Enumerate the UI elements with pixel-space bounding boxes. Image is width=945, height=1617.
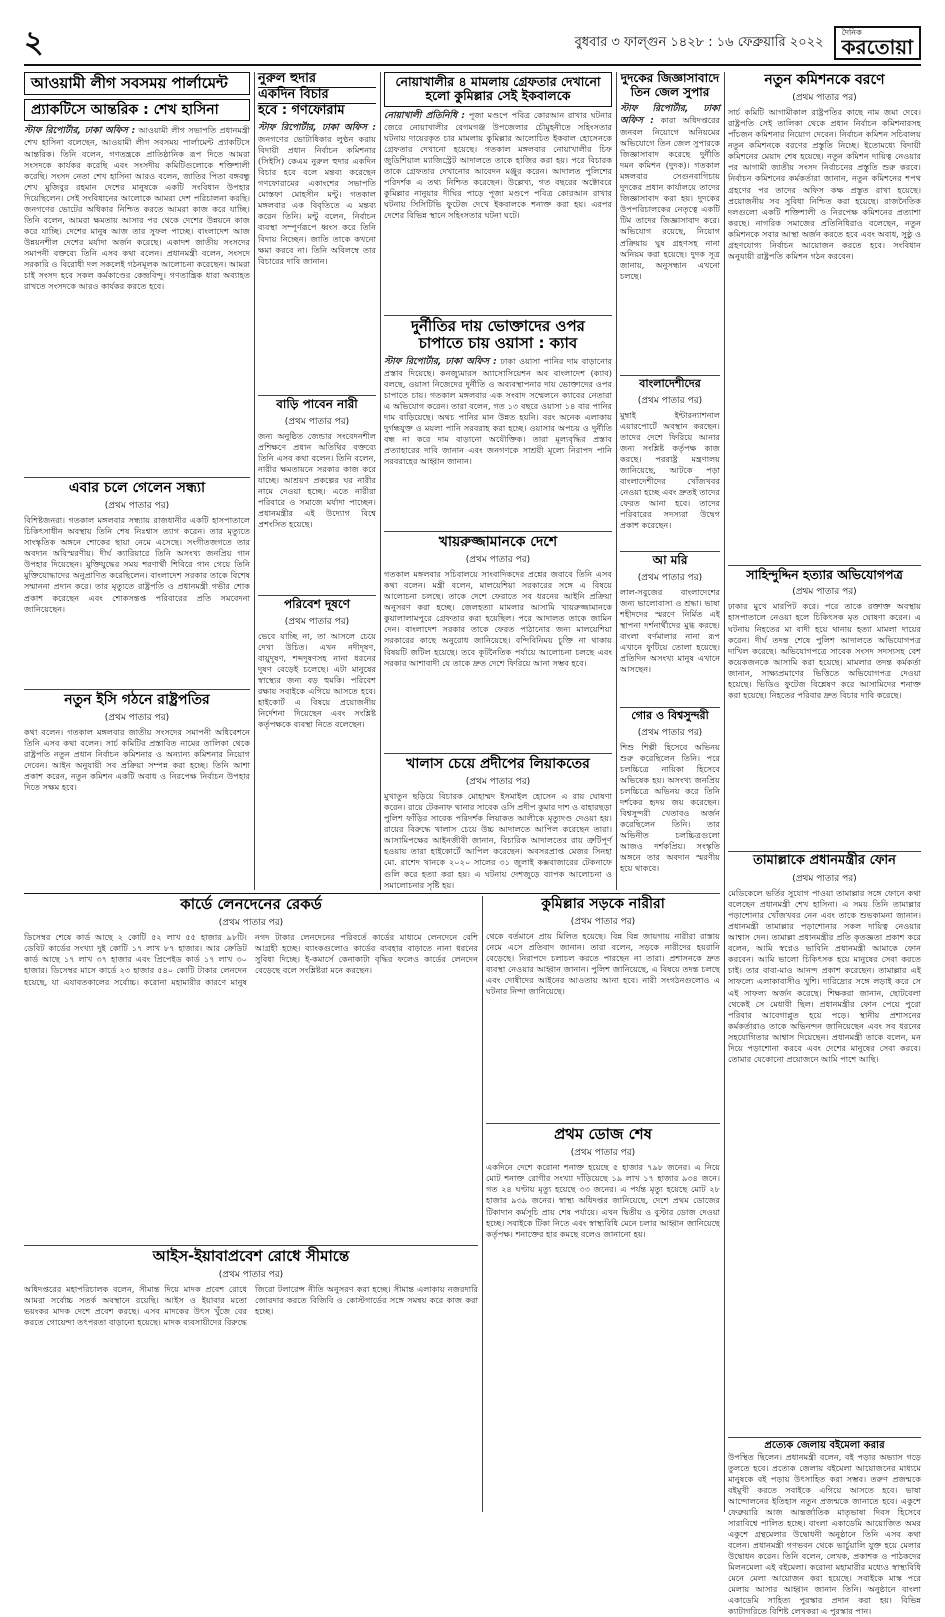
article-card-transactions: [24, 896, 478, 1242]
article-jail-super: [620, 72, 720, 372]
continued-label: (প্রথম পাতার পর): [24, 498, 250, 513]
headline: আইস-ইয়াবাপ্রবেশ রোধে সীমান্তে: [24, 1248, 478, 1265]
headline: কার্ডে লেনদেনের রেকর্ড: [24, 896, 478, 913]
headline-2: প্র্যাকটিসে আন্তরিক : শেখ হাসিনা: [24, 99, 250, 121]
article-ice-yaba: [24, 1248, 478, 1512]
article-body: ঢাকার মুখে মারপিট করে। পরে তাকে রক্তাক্ত অবস্থায় হাসপাতালে নেওয়া হলে চিকিৎসক মৃত ঘোষণা করেন। এ ঘটনায় নিহতের মা বাদী হয়ে থানায় হত্যা মামলা দায়ের করেন। দীর্ঘ তদন্ত শেষে পুলিশ আদালতে অভিযোগপত্র দাখিল করেছে। অভিযোগপত্রে সাবেক সংসদ সদস্যসহ বেশ কয়েকজনকে আসামি করা হয়েছে। মামলার তদন্ত কর্মকর্তা জানান, সাক্ষ্যপ্রমাণের ভিত্তিতে অভিযোগপত্র দেওয়া হয়েছে। ভিডিও ফুটেজ বিশ্লেষণ করে আসামিদের শনাক্ত করা হয়েছে। নিহতের পরিবার দ্রুত বিচার দাবি করেছে।: [728, 601, 921, 701]
headline: বাড়ি পাবেন নারী: [258, 398, 376, 412]
article-awami-league: [24, 72, 250, 474]
headline: প্রথম ডোজ শেষ: [486, 1126, 720, 1143]
continued-label: (প্রথম পাতার পর): [620, 725, 720, 740]
article-gor-beauty: [620, 710, 720, 890]
article-comilla-women: [486, 896, 720, 1120]
article-new-commission: [728, 72, 921, 562]
headline-2: তিন জেল সুপার: [620, 86, 720, 100]
article-body: মুম্বাই ইন্টারন্যাশনাল এয়ারপোর্টে অবস্থান করছেন। তাদের দেশে ফিরিয়ে আনার জন্য সংশ্লিষ্ট কর্তৃপক্ষ কাজ করছে। পররাষ্ট্র মন্ত্রণালয় জানিয়েছে, আটকে পড়া বাংলাদেশীদের খোঁজখবর নেওয়া হচ্ছে এবং দ্রুতই তাদের ফেরত আনা হবে। তাদের পরিবারের সদস্যরা উদ্বেগ প্রকাশ করেছেন।: [620, 410, 720, 532]
headline: আ মরি: [620, 554, 720, 568]
continued-label: (প্রথম পাতার পর): [728, 871, 921, 886]
article-khairuzzaman: [384, 534, 612, 750]
article-body: স্টাফ রিপোর্টার, ঢাকা অফিস : আওয়ামী লীগ সভাপতি প্রধানমন্ত্রী শেখ হাসিনা বলেছেন, আওয়ামী লীগ সবসময় পার্লামেন্ট প্র্যাকটিসে আন্তরিক। তিনি বলেন, গণতন্ত্রকে প্রাতিষ্ঠানিক রূপ দিতে আমরা সংসদকে কার্যকর করেছি এবং সংসদীয় কমিটিগুলোকে শক্তিশালী করেছি। সংসদ নেতা শেখ হাসিনা আরও বলেন, জাতির পিতা বঙ্গবন্ধু শেখ মুজিবুর রহমান দেশের মানুষকে একটি সংবিধান উপহার দিয়েছিলেন। সেই সংবিধানের আলোকে আমরা দেশ পরিচালনা করছি। জনগণের ভোটের অধিকার নিশ্চিত করতে আমরা কাজ করে যাচ্ছি। তিনি বলেন, আমরা ক্ষমতায় আসার পর থেকে দেশের উন্নয়নে কাজ করে যাচ্ছি। দেশের মানুষ আজ তার সুফল পাচ্ছে। বাংলাদেশ আজ উন্নয়নশীল দেশের মর্যাদা অর্জন করেছে। একাদশ জাতীয় সংসদের সমাপনী বক্তব্যে তিনি এসব কথা বলেন। প্রধানমন্ত্রী বলেন, সংসদে সরকারি ও বিরোধী দল সকলেই গঠনমূলক আলোচনা করেছেন। আমরা চাই সংসদ হবে সকল কর্মকাণ্ডের কেন্দ্রবিন্দু। গণতান্ত্রিক ধারা অব্যাহত রাখতে সংসদকে আরও কার্যকর করতে হবে।: [24, 125, 250, 292]
article-body: লাল-সবুজের বাংলাদেশের জন্য ভালোবাসা ও শ্রদ্ধা। ভাষা শহীদদের স্মরণে নির্মিত এই স্থাপনা দর্শনার্থীদের মুগ্ধ করছে। বাংলা বর্ণমালার নানা রূপ এখানে ফুটিয়ে তোলা হয়েছে। প্রতিদিন অসংখ্য মানুষ এখানে আসছেন।: [620, 587, 720, 676]
article-pradeep-liaquat: [384, 756, 612, 890]
continued-label: (প্রথম পাতার পর): [728, 90, 921, 105]
continued-label: (প্রথম পাতার পর): [24, 1267, 478, 1282]
newspaper-logo: দৈনিক করতোয়া: [834, 26, 921, 60]
article-body: স্টাফ রিপোর্টার, ঢাকা অফিস : কারা অধিদপ্তরের জনবল নিয়োগে অনিয়মের অভিযোগে তিন জেল সুপারকে জিজ্ঞাসাবাদ করেছে দুর্নীতি দমন কমিশন (দুদক)। গতকাল মঙ্গলবার সেগুনবাগিচায় দুদকের প্রধান কার্যালয়ে তাদের জিজ্ঞাসাবাদ করা হয়। দুদকের উপপরিচালকের নেতৃত্বে একটি টিম তাদের জিজ্ঞাসাবাদ করে। অভিযোগ রয়েছে, নিয়োগ প্রক্রিয়ায় ঘুষ গ্রহণসহ নানা অনিয়ম করা হয়েছে। দুদক সূত্র জানায়, অনুসন্ধান এখনো চলছে।: [620, 103, 720, 282]
article-sahinuddin: [728, 568, 921, 848]
headline-2: একদিন বিচার: [258, 88, 376, 104]
headline: বাংলাদেশীদের: [620, 378, 720, 391]
headline-2: চাপাতে চায় ওয়াসা : ক্যাব: [384, 335, 612, 352]
header-date: বুধবার ৩ ফাল্গুন ১৪২৮ : ১৬ ফেব্রুয়ারি ২০২২: [575, 33, 824, 54]
article-noakhali-iqbal: [384, 72, 612, 312]
continued-label: (প্রথম পাতার পর): [384, 552, 612, 567]
article-body: কথা বলেন। গতকাল মঙ্গলবার জাতীয় সংসদের সমাপনী অধিবেশনে তিনি এসব কথা বলেন। সার্চ কমিটির প্রস্তাবিত নামের তালিকা থেকে রাষ্ট্রপতি নতুন প্রধান নির্বাচন কমিশনার ও অন্যান্য কমিশনার নিয়োগ দেবেন। আইন অনুযায়ী সব প্রক্রিয়া সম্পন্ন করা হচ্ছে। তিনি আশা প্রকাশ করেন, নতুন কমিশন একটি অবাধ ও নিরপেক্ষ নির্বাচন উপহার দিতে সক্ষম হবে।: [24, 727, 250, 793]
article-nurul-huda: [258, 72, 376, 392]
continued-label: (প্রথম পাতার পর): [24, 710, 250, 725]
continued-label: (প্রথম পাতার পর): [728, 584, 921, 599]
continued-label: (প্রথম পাতার পর): [486, 1145, 720, 1160]
continued-label: (প্রথম পাতার পর): [620, 570, 720, 585]
headline: দুর্নীতির দায় ভোক্তাদের ওপর: [384, 318, 612, 335]
page-number: ২: [24, 18, 44, 69]
continued-label: (প্রথম পাতার পর): [384, 774, 612, 789]
continued-label: (প্রথম পাতার পর): [24, 915, 478, 930]
article-pollution: [258, 598, 376, 890]
headline: নতুন কমিশনকে বরণে: [728, 72, 921, 88]
headline: নুরুল হুদার: [258, 72, 376, 88]
continued-label: (প্রথম পাতার পর): [258, 414, 376, 429]
article-body: মেডিকেলে ভর্তির সুযোগ পাওয়া তামাল্লার সঙ্গে ফোনে কথা বলেছেন প্রধানমন্ত্রী শেখ হাসিনা। এ সময় তিনি তামাল্লার পড়াশোনার খোঁজখবর নেন এবং তাকে শুভকামনা জানান। প্রধানমন্ত্রী তামাল্লার পড়াশোনার সকল দায়িত্ব নেওয়ার আশ্বাস দেন। তামাল্লা প্রধানমন্ত্রীর প্রতি কৃতজ্ঞতা প্রকাশ করে বলেন, আমি স্বপ্নেও ভাবিনি প্রধানমন্ত্রী আমাকে ফোন করবেন। আমি ভালো চিকিৎসক হয়ে মানুষের সেবা করতে চাই। তার বাবা-মাও আনন্দ প্রকাশ করেছেন। তামাল্লার এই সাফল্যে এলাকাবাসীও খুশি। দারিদ্র্যের সঙ্গে লড়াই করে সে এই সাফল্য অর্জন করেছে। শিক্ষকরা জানান, ছোটবেলা থেকেই সে মেধাবী ছিল। প্রধানমন্ত্রীর ফোন পেয়ে পুরো পরিবার আবেগাপ্লুত হয়ে পড়ে। স্থানীয় প্রশাসনের কর্মকর্তারাও তাকে অভিনন্দন জানিয়েছেন এবং সব ধরনের সহযোগিতার আশ্বাস দিয়েছেন। প্রধানমন্ত্রী তাকে বলেন, মন দিয়ে পড়াশোনা করবে এবং দেশের মানুষের সেবা করবে। তোমার যেকোনো প্রয়োজনে আমি পাশে আছি।: [728, 888, 921, 1065]
headline: প্রত্যেক জেলায় বইমেলা করার: [728, 1440, 921, 1452]
article-body: স্টাফ রিপোর্টার, ঢাকা অফিস : জনগণের ভোটাধিকার লুণ্ঠন করায় বিদায়ী প্রধান নির্বাচন কমিশনার (সিইসি) কেএম নুরুল হুদার একদিন বিচার হবে বলে মন্তব্য করেছেন গণফোরামের একাংশের সভাপতি মোস্তফা মোহসীন মন্টু। গতকাল মঙ্গলবার এক বিবৃতিতে এ মন্তব্য করেন তিনি। মন্টু বলেন, নির্বাচন ব্যবস্থা সম্পূর্ণরূপে ধ্বংস করে তিনি বিদায় নিচ্ছেন। জাতি তাকে কখনো ক্ষমা করবে না। তিনি অবিলম্বে তার বিচারের দাবি জানান।: [258, 122, 376, 267]
article-body: নোয়াখালী প্রতিনিধি : পূজা মণ্ডপে পবিত্র কোরআন রাখার ঘটনার জেরে নোয়াখালীর বেগমগঞ্জ উপজেলার চৌমুহনীতে সহিংসতার ঘটনায় দায়েরকৃত চার মামলায় কুমিল্লার আলোচিত ইকবাল হোসেনকে গ্রেফতার দেখানো হয়েছে। গতকাল মঙ্গলবার নোয়াখালীর চিফ জুডিশিয়াল ম্যাজিস্ট্রেট আদালতে তাকে হাজির করা হয়। পরে বিচারক তাকে গ্রেফতার দেখানোর আবেদন মঞ্জুর করেন। আদালত পুলিশের পরিদর্শক এ তথ্য নিশ্চিত করেছেন। উল্লেখ্য, গত বছরের অক্টোবরে কুমিল্লার নানুয়ার দীঘির পাড়ে পূজা মণ্ডপে পবিত্র কোরআন রাখার ঘটনায় সিসিটিভি ফুটেজ দেখে ইকবালকে শনাক্ত করা হয়। এরপর দেশের বিভিন্ন স্থানে সহিংসতার ঘটনা ঘটে।: [384, 110, 612, 222]
article-body: স্টাফ রিপোর্টার, ঢাকা অফিস : ঢাকা ওয়াসা পানির দাম বাড়ানোর প্রস্তাব দিয়েছে। কনজ্যুমারস অ্যাসোসিয়েশন অব বাংলাদেশ (ক্যাব) বলছে, ওয়াসা নিজেদের দুর্নীতি ও অব্যবস্থাপনার দায় ভোক্তাদের ওপর চাপাতে চায়। গতকাল মঙ্গলবার এক সংবাদ সম্মেলনে ক্যাবের নেতারা এ অভিযোগ করেন। তারা বলেন, গত ১৩ বছরে ওয়াসা ১৪ বার পানির দাম বাড়িয়েছে। অথচ পানির মান উন্নত হয়নি। বরং অনেক এলাকায় দুর্গন্ধযুক্ত ও ময়লা পানি সরবরাহ করা হচ্ছে। ওয়াসার অপচয় ও দুর্নীতি বন্ধ না করে দাম বাড়ানো অযৌক্তিক। তারা মূল্যবৃদ্ধির প্রস্তাব প্রত্যাহারের দাবি জানান এবং জনগণকে সাশ্রয়ী মূল্যে নিরাপদ পানি সরবরাহের আহ্বান জানান।: [384, 356, 612, 468]
headline: আওয়ামী লীগ সবসময় পার্লামেন্ট: [24, 72, 250, 95]
article-body: থেকে বর্তমানে প্রায় মিলিত হয়েছে। বিন্ন বিন্ন জায়গায় নারীরা রাস্তায় নেমে এসে প্রতিবাদ জানান। তারা বলেন, সড়কে নারীদের হয়রানি বেড়েছে। নিরাপদে চলাচল করতে পারছেন না তারা। প্রশাসনকে দ্রুত ব্যবস্থা নেওয়ার আহ্বান জানান। পুলিশ জানিয়েছে, এ বিষয়ে তদন্ত চলছে এবং দোষীদের আইনের আওতায় আনা হবে। নারী সংগঠনগুলোও এ ঘটনার নিন্দা জানিয়েছে।: [486, 931, 720, 997]
headline: দুদকের জিজ্ঞাসাবাদে: [620, 72, 720, 86]
article-body: ভেবে যাচ্ছি না, তা আসলে চেয়ে দেখা উচিত। এখন নদীদূষণ, বায়ুদূষণ, শব্দদূষণসহ নানা ধরনের দূষণ বেড়েই চলেছে। এটা মানুষের স্বাস্থ্যের জন্য বড় হুমকি। পরিবেশ রক্ষায় সবাইকে এগিয়ে আসতে হবে। হাইকোর্ট এ বিষয়ে প্রয়োজনীয় নির্দেশনা দিয়েছেন এবং সংশ্লিষ্ট কর্তৃপক্ষকে ব্যবস্থা নিতে বলেছেন।: [258, 631, 376, 731]
article-body: মুখাতুন ছড়িয়ে বিচারক মোহাম্মদ ইসমাইল হোসেন এ রায় ঘোষণা করেন। রায়ে টেকনাফ থানার সাবেক ওসি প্রদীপ কুমার দাশ ও বাহারছড়া পুলিশ ফাঁড়ির সাবেক পরিদর্শক লিয়াকত আলীকে মৃত্যুদণ্ড দেওয়া হয়। রায়ের বিরুদ্ধে খালাস চেয়ে উচ্চ আদালতে আপিল করেছেন তারা। আসামিপক্ষের আইনজীবী জানান, বিচারিক আদালতের রায় ত্রুটিপূর্ণ হওয়ায় তারা হাইকোর্টে আপিল করেছেন। অবসরপ্রাপ্ত মেজর সিনহা মো. রাশেদ খানকে ২০২০ সালের ৩১ জুলাই কক্সবাজারের টেকনাফে গুলি করে হত্যা করা হয়। এ ঘটনায় দেশজুড়ে ব্যাপক আলোচনা ও সমালোচনার সৃষ্টি হয়।: [384, 791, 612, 891]
headline: তামাল্লাকে প্রধানমন্ত্রীর ফোন: [728, 854, 921, 869]
article-body: বিশিষ্টজনরা। গতকাল মঙ্গলবার সন্ধ্যায় রাজধানীর একটি হাসপাতালে চিকিৎসাধীন অবস্থায় তিনি শেষ নিঃশ্বাস ত্যাগ করেন। তার মৃত্যুতে সাংস্কৃতিক অঙ্গনে শোকের ছায়া নেমে এসেছে। সংগীতজগতে তার অবদান অবিস্মরণীয়। দীর্ঘ ক্যারিয়ারে তিনি অসংখ্য জনপ্রিয় গান উপহার দিয়েছেন। মুক্তিযুদ্ধের সময় শরণার্থী শিবিরে গান গেয়ে তিনি মুক্তিযোদ্ধাদের অনুপ্রাণিত করেছিলেন। বাংলাদেশ সরকার তাকে বিশেষ সম্মাননা প্রদান করে। তার মৃত্যুতে রাষ্ট্রপতি ও প্রধানমন্ত্রী গভীর শোক প্রকাশ করেছেন এবং শোকসন্তপ্ত পরিবারের প্রতি সমবেদনা জানিয়েছেন।: [24, 515, 250, 615]
article-sandhya: [24, 480, 250, 686]
headline: এবার চলে গেলেন সন্ধ্যা: [24, 480, 250, 496]
continued-label: (প্রথম পাতার পর): [486, 914, 720, 929]
headline: খালাস চেয়ে প্রদীপের লিয়াকতের: [384, 756, 612, 772]
headline: নতুন ইসি গঠনে রাষ্ট্রপতির: [24, 692, 250, 708]
headline: নোয়াখালীর ৪ মামলায় গ্রেফতার দেখানো হলো কুমিল্লার সেই ইকবালকে: [384, 72, 612, 107]
article-body: গতকাল মঙ্গলবার সচিবালয়ে সাংবাদিকদের প্রশ্নের জবাবে তিনি এসব কথা বলেন। মন্ত্রী বলেন, মালয়েশিয়া সরকারের সঙ্গে এ বিষয়ে আলোচনা চলছে। তাকে দেশে ফেরাতে সব ধরনের আইনি প্রক্রিয়া অনুসরণ করা হচ্ছে। জেলহত্যা মামলার আসামি খায়রুজ্জামানকে কুয়ালালামপুরে গ্রেফতার করা হয়েছিল। পরে আদালত তাকে জামিন দেন। বাংলাদেশ সরকার তাকে ফেরত পাঠানোর জন্য মালয়েশিয়া সরকারের কাছে অনুরোধ জানিয়েছে। বন্দিবিনিময় চুক্তি না থাকায় বিষয়টি জটিল হয়েছে। তবে কূটনৈতিক পর্যায়ে আলোচনা চলছে এবং সরকার আশাবাদী যে তাকে দ্রুত দেশে ফিরিয়ে আনা সম্ভব হবে।: [384, 569, 612, 669]
article-body: উপস্থিত ছিলেন। প্রধানমন্ত্রী বলেন, বই পড়ার অভ্যাস গড়ে তুলতে হবে। প্রত্যেক জেলায় বইমেলা আয়োজনের মাধ্যমে মানুষকে বই পড়ায় উৎসাহিত করা সম্ভব। তরুণ প্রজন্মকে বইমুখী করতে সবাইকে এগিয়ে আসতে হবে। ভাষা আন্দোলনের ইতিহাস নতুন প্রজন্মকে জানাতে হবে। একুশে ফেব্রুয়ারি আজ আন্তর্জাতিক মাতৃভাষা দিবস হিসেবে সারাবিশ্বে পালিত হচ্ছে। বাংলা একাডেমি আয়োজিত অমর একুশে গ্রন্থমেলার উদ্বোধনী অনুষ্ঠানে তিনি এসব কথা বলেন। প্রধানমন্ত্রী গণভবন থেকে ভার্চুয়ালি যুক্ত হয়ে মেলার উদ্বোধন করেন। তিনি বলেন, লেখক, প্রকাশক ও পাঠকদের মিলনমেলা এই বইমেলা। করোনা মহামারীর মধ্যেও স্বাস্থ্যবিধি মেনে মেলা আয়োজন করা হয়েছে। সবাইকে মাস্ক পরে মেলায় আসার আহ্বান জানান তিনি। অনুষ্ঠানে বাংলা একাডেমি সাহিত্য পুরস্কার প্রদান করা হয়। বিভিন্ন ক্যাটাগরিতে বিশিষ্ট লেখকরা এ পুরস্কার পান।: [728, 1452, 921, 1617]
article-body: জন্য অনুষ্ঠিত জেন্ডার সংবেদনশীল প্রশিক্ষণে প্রধান অতিথির বক্তব্যে তিনি এসব কথা বলেন। তিনি বলেন, নারীর ক্ষমতায়নে সরকার কাজ করে যাচ্ছে। আশ্রয়ণ প্রকল্পের ঘর নারীর নামে দেওয়া হচ্ছে। এতে নারীরা পরিবারে ও সমাজে মর্যাদা পাচ্ছেন। প্রধানমন্ত্রীর এই উদ্যোগ বিশ্বে প্রশংসিত হয়েছে।: [258, 431, 376, 531]
headline: গোর ও বিশ্বসুন্দরী: [620, 710, 720, 723]
page-header: [24, 22, 921, 66]
article-first-dose: [486, 1126, 720, 1512]
article-a-mori: [620, 554, 720, 704]
article-new-ec: [24, 692, 250, 890]
article-body: শিশু শিল্পী হিসেবে অভিনয় শুরু করেছিলেন তিনি। পরে চলচ্চিত্রে নায়িকা হিসেবে অভিষেক হয়। অসংখ্য জনপ্রিয় চলচ্চিত্রে অভিনয় করে তিনি দর্শকের হৃদয় জয় করেছেন। বিশ্বসুন্দরী খেতাবও অর্জন করেছিলেন তিনি। তার অভিনীত চলচ্চিত্রগুলো আজও দর্শকপ্রিয়। সংস্কৃতি অঙ্গনে তার অবদান স্মরণীয় হয়ে থাকবে।: [620, 742, 720, 875]
article-wasa-cab: [384, 318, 612, 528]
headline: খায়রুজ্জামানকে দেশে: [384, 534, 612, 550]
article-tamalla: [728, 854, 921, 1434]
article-bangladeshis: [620, 378, 720, 548]
article-body: ডিসেম্বর শেষে কার্ড আছে ২ কোটি ৫২ লাখ ৫৫ হাজার ৯৮টি। ডেবিট কার্ডের সংখ্যা দুই কোটি ১৭ লাখ ৮৭ হাজার। আর ক্রেডিট কার্ড আছে ১৭ লাখ ৩৭ হাজার এবং প্রিপেইড কার্ড ১৭ লাখ ৩০ হাজার। ডিসেম্বর মাসে কার্ডে ২৩ হাজার ৫৪০ কোটি টাকার লেনদেন হয়েছে, যা এযাবতকালের সর্বোচ্চ। করোনা মহামারীর কারণে মানুষ নগদ টাকার লেনদেনের পরিবর্তে কার্ডের মাধ্যমে লেনদেনে বেশি আগ্রহী হচ্ছে। ব্যাংকগুলোও কার্ডের ব্যবহার বাড়াতে নানা ধরনের সুবিধা দিচ্ছে। ই-কমার্সে কেনাকাটা বৃদ্ধির ফলেও কার্ডের লেনদেন বেড়েছে বলে সংশ্লিষ্টরা মনে করছেন।: [24, 932, 478, 987]
headline: পরিবেশ দূষণে: [258, 598, 376, 612]
headline: কুমিল্লার সড়কে নারীরা: [486, 896, 720, 912]
article-book-fair: [728, 1440, 921, 1512]
header-right: [575, 26, 921, 60]
article-body: অধিদপ্তরের মহাপরিচালক বলেন, সীমান্ত দিয়ে মাদক প্রবেশ রোধে আমরা সর্বোচ্চ সতর্ক অবস্থানে রয়েছি। আইস ও ইয়াবার মতো ভয়ংকর মাদক দেশে প্রবেশ করছে। এসব মাদকের উৎস খুঁজে বের করতে গোয়েন্দা তৎপরতা বাড়ানো হয়েছে। মাদক ব্যবসায়ীদের বিরুদ্ধে জিরো টলারেন্স নীতি অনুসরণ করা হচ্ছে। সীমান্ত এলাকায় নজরদারি জোরদার করতে বিজিবি ও কোস্টগার্ডের সঙ্গে সমন্বয় করে কাজ করা হচ্ছে।: [24, 1284, 478, 1328]
headline: সাহিন্দুদ্দিন হত্যার অভিযোগপত্র: [728, 568, 921, 582]
article-house-women: [258, 398, 376, 592]
headline-3: হবে : গণফোরাম: [258, 104, 376, 119]
article-body: একদিনে দেশে করোনা শনাক্ত হয়েছে ৫ হাজার ৭৯৮ জনের। এ নিয়ে মোট শনাক্ত রোগীর সংখ্যা দাঁড়িয়েছে ১৯ লাখ ১৭ হাজার ৯৩৪ জনে। গত ২৪ ঘণ্টায় মৃত্যু হয়েছে ৩৩ জনের। এ পর্যন্ত মৃত্যু হয়েছে মোট ২৮ হাজার ৯৩৯ জনের। স্বাস্থ্য অধিদপ্তর জানিয়েছে, দেশে প্রথম ডোজের টিকাদান কর্মসূচি প্রায় শেষ পর্যায়ে। এখন দ্বিতীয় ও বুস্টার ডোজ দেওয়া হচ্ছে। সবাইকে টিকা নিতে এবং স্বাস্থ্যবিধি মেনে চলার আহ্বান জানিয়েছে কর্তৃপক্ষ। শনাক্তের হার কমছে বলেও জানানো হয়।: [486, 1162, 720, 1239]
continued-label: (প্রথম পাতার পর): [258, 614, 376, 629]
continued-label: (প্রথম পাতার পর): [620, 393, 720, 408]
article-body: সার্চ কমিটি আগামীকাল রাষ্ট্রপতির কাছে নাম জমা দেবে। রাষ্ট্রপতি সেই তালিকা থেকে প্রধান নির্বাচন কমিশনারসহ পাঁচজন কমিশনার নিয়োগ দেবেন। নির্বাচন কমিশন সচিবালয় নতুন কমিশনকে বরণের প্রস্তুতি নিচ্ছে। ইতোমধ্যে বিদায়ী কমিশনের মেয়াদ শেষ হয়েছে। নতুন কমিশন দায়িত্ব নেওয়ার পর আগামী জাতীয় সংসদ নির্বাচনের প্রস্তুতি শুরু করবে। নির্বাচন কমিশনের কর্মকর্তারা জানান, নতুন কমিশনের শপথ গ্রহণের পর তাদের অফিস কক্ষ প্রস্তুত রাখা হয়েছে। প্রয়োজনীয় সব সুবিধা নিশ্চিত করা হয়েছে। রাজনৈতিক দলগুলো একটি শক্তিশালী ও নিরপেক্ষ কমিশনের প্রত্যাশা করছে। নাগরিক সমাজের প্রতিনিধিরাও বলেছেন, নতুন কমিশনকে সবার আস্থা অর্জন করতে হবে এবং অবাধ, সুষ্ঠু ও গ্রহণযোগ্য নির্বাচন আয়োজন করতে হবে। সংবিধান অনুযায়ী রাষ্ট্রপতি কমিশন গঠন করবেন।: [728, 107, 921, 262]
